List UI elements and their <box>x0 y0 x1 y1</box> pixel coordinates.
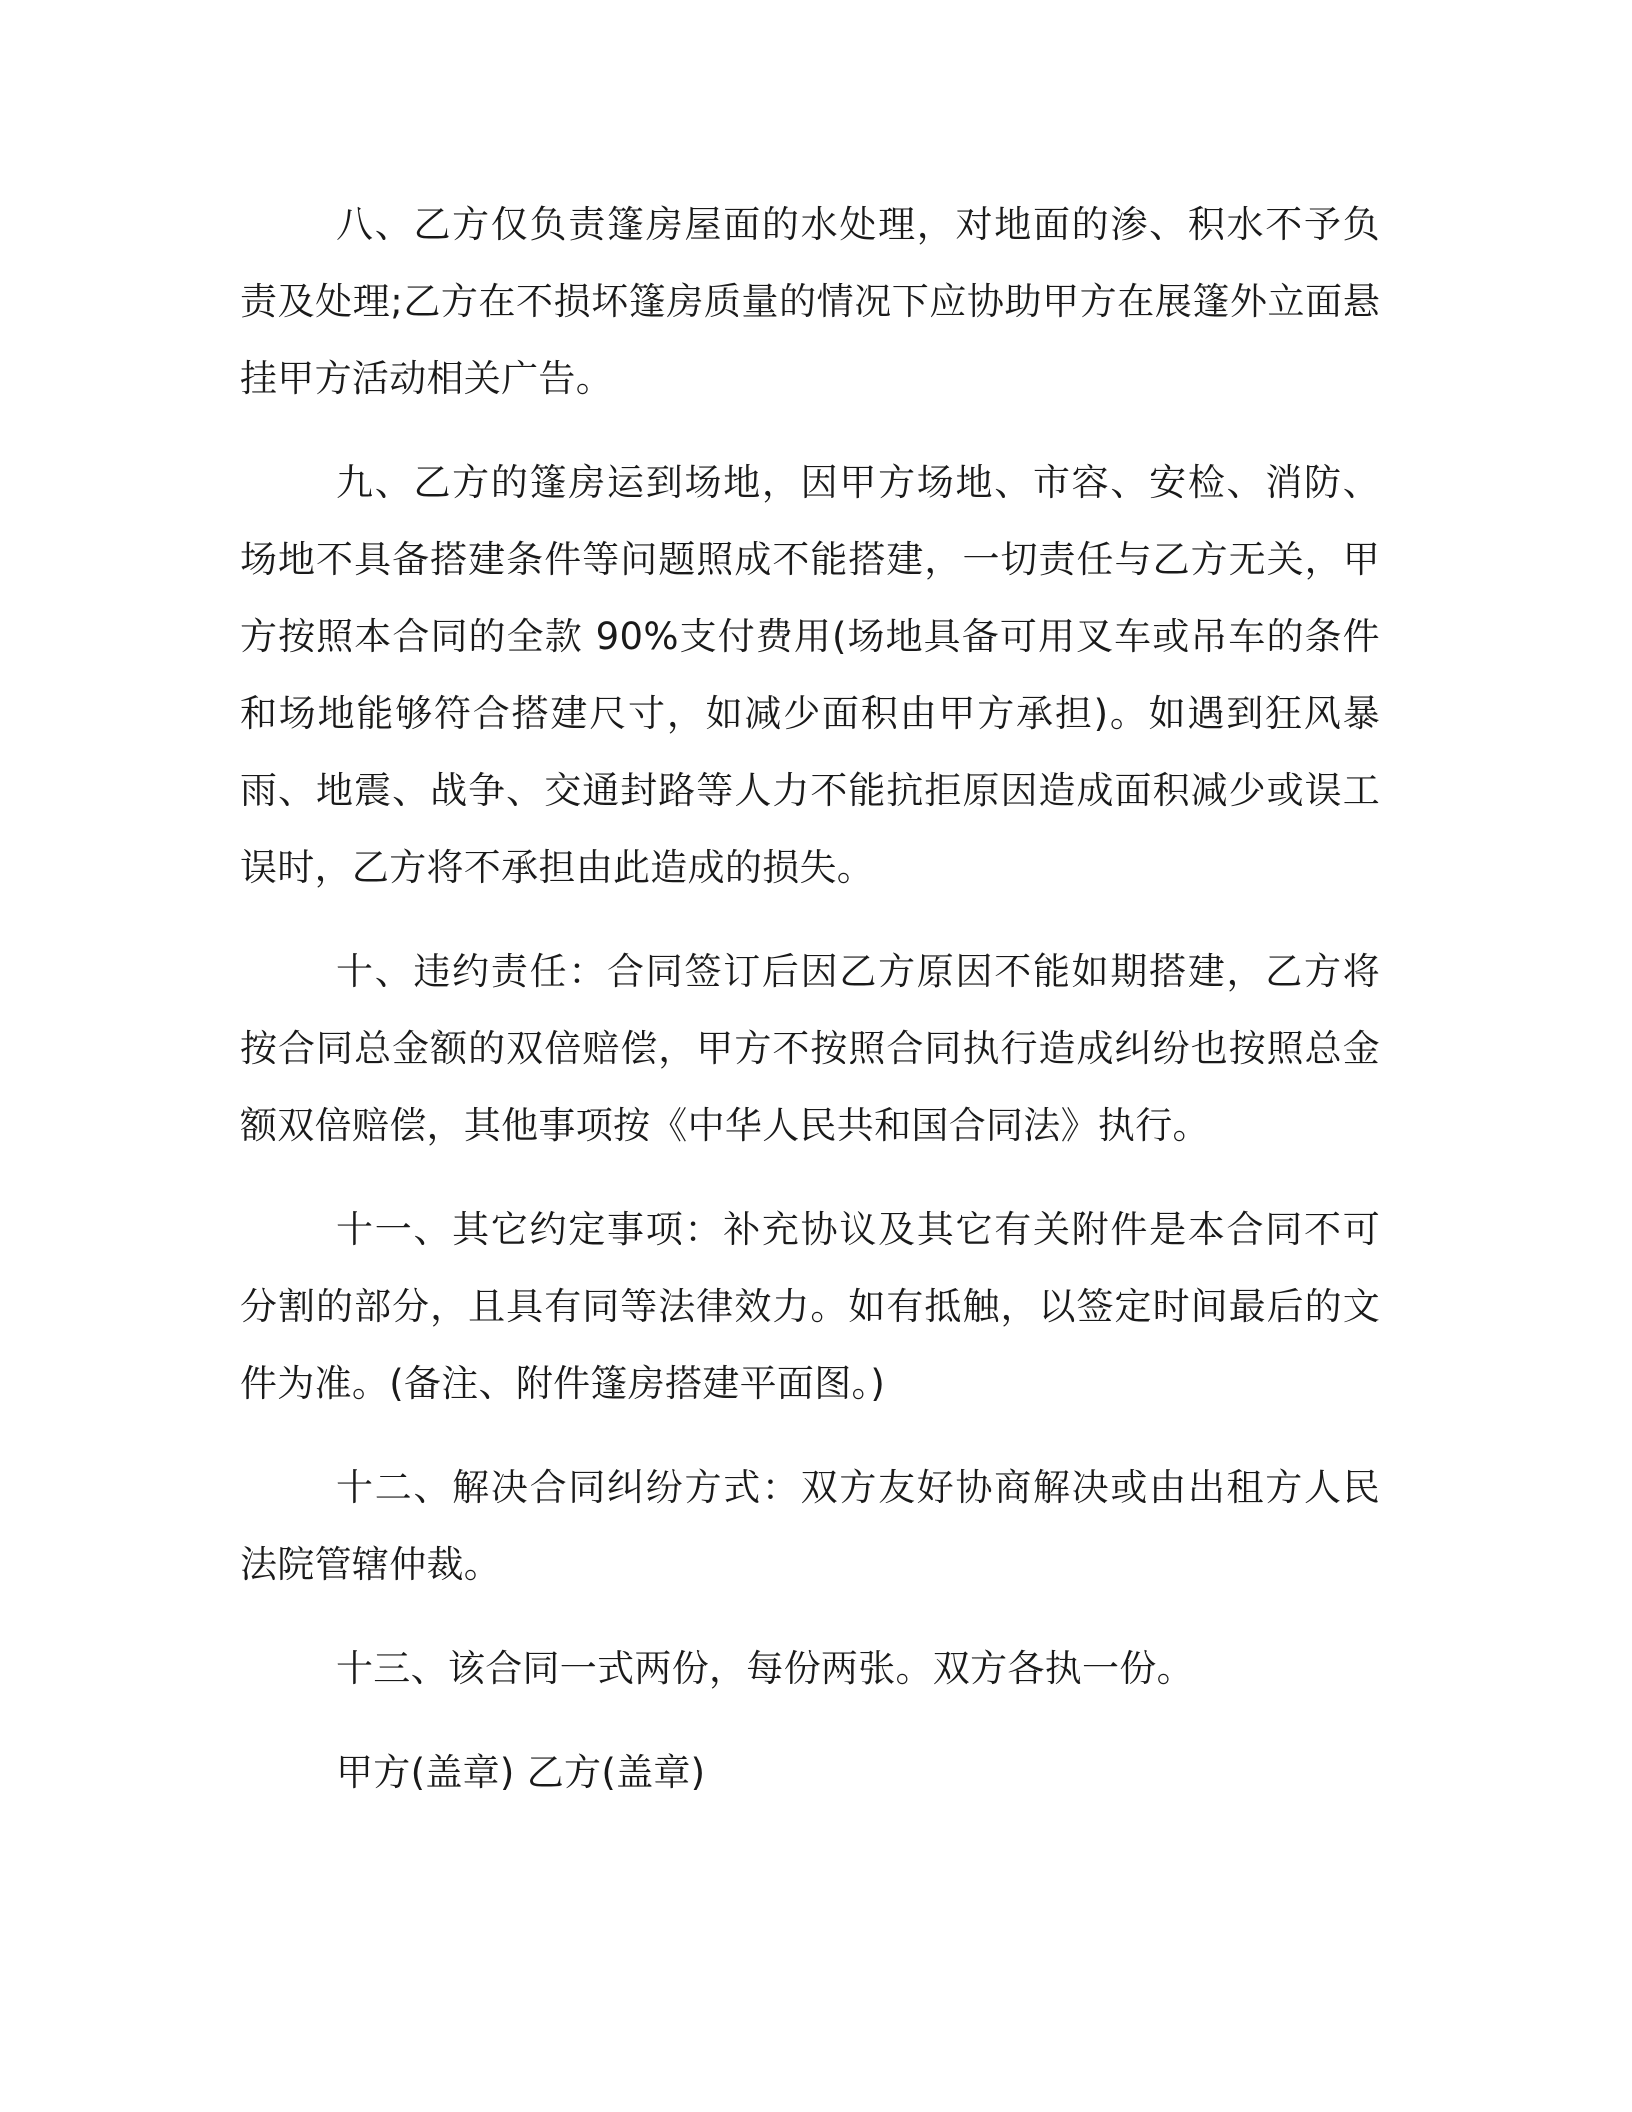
clause-8: 八、乙方仅负责篷房屋面的水处理，对地面的渗、积水不予负责及处理;乙方在不损坏篷房质量的情况下应协助甲方在展篷外立面悬挂甲方活动相关广告。 <box>240 203 1380 400</box>
document-body <box>240 186 1380 1811</box>
clause-13: 十三、该合同一式两份，每份两张。双方各执一份。 <box>336 1647 1194 1690</box>
clause-10: 十、违约责任：合同签订后因乙方原因不能如期搭建，乙方将按合同总金额的双倍赔偿，甲方不按照合同执行造成纠纷也按照总金额双倍赔偿，其他事项按《中华人民共和国合同法》执行。 <box>240 950 1380 1147</box>
signature-line: 甲方(盖章) 乙方(盖章) <box>336 1751 706 1794</box>
clause-11: 十一、其它约定事项：补充协议及其它有关附件是本合同不可分割的部分，且具有同等法律效力。如有抵触，以签定时间最后的文件为准。(备注、附件篷房搭建平面图。) <box>240 1208 1380 1405</box>
clause-12: 十二、解决合同纠纷方式：双方友好协商解决或由出租方人民法院管辖仲裁。 <box>240 1466 1380 1586</box>
clause-9: 九、乙方的篷房运到场地，因甲方场地、市容、安检、消防、场地不具备搭建条件等问题照成不能搭建，一切责任与乙方无关，甲方按照本合同的全款 90%支付费用(场地具备可用叉车或吊车的条件和场地能够符合搭建尺寸，如减少面积由甲方承担)。如遇到狂风暴雨、地震、战争、交通封路等人力不能抗拒原因造成面积减少或误工误时，乙方将不承担由此造成的损失。 <box>240 461 1380 889</box>
